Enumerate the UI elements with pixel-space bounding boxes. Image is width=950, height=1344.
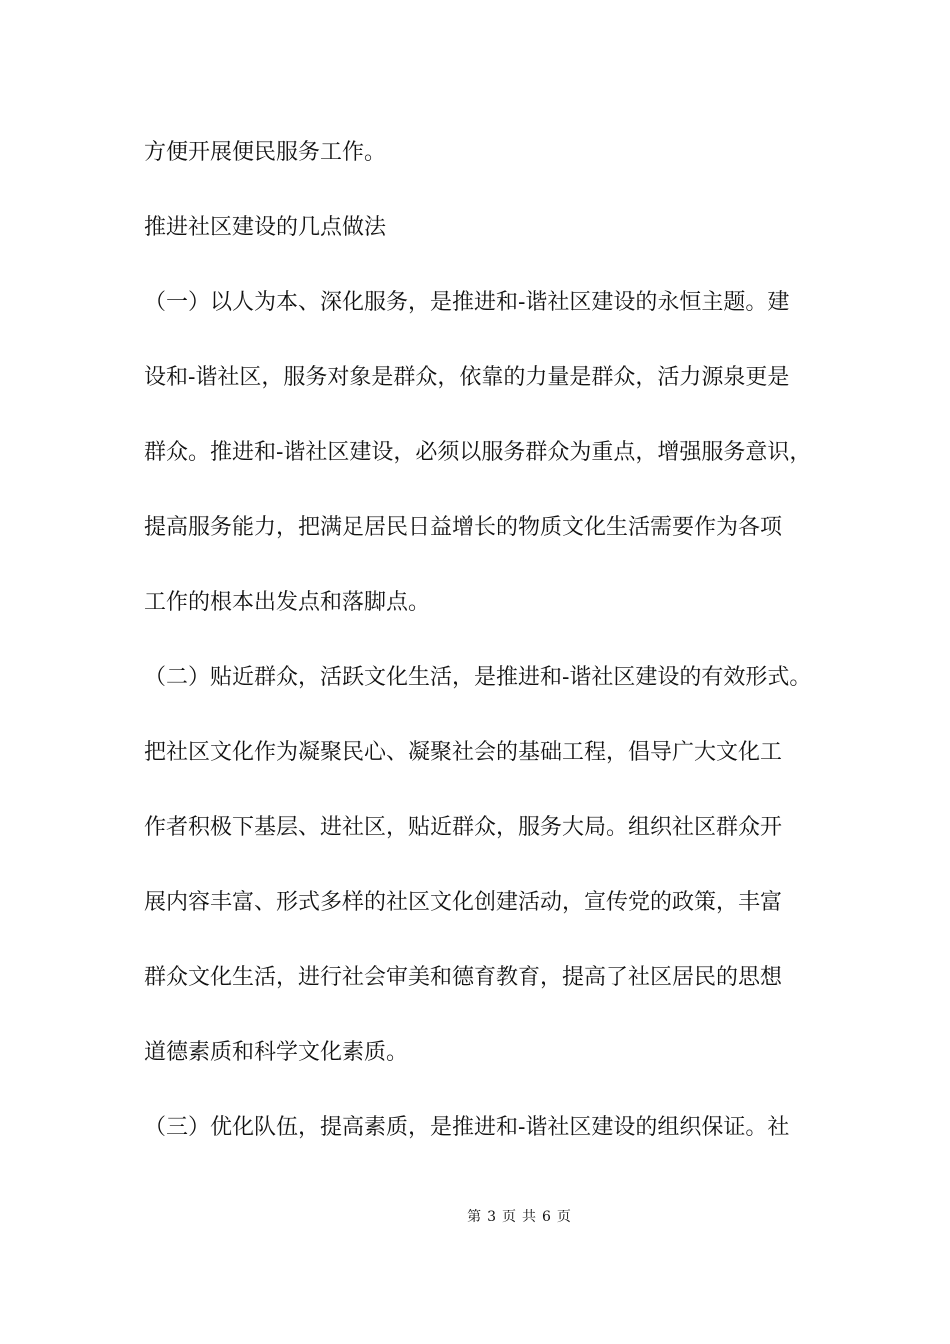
paragraph-line: 道德素质和科学文化素质。 [144,1040,409,1065]
paragraph-line: 工作的根本出发点和落脚点。 [144,590,431,615]
paragraph-line: （二）贴近群众，活跃文化生活，是推进和-谐社区建设的有效形式。 [144,665,812,690]
footer-suffix: 页 [556,1209,571,1225]
paragraph-line: 群众文化生活，进行社会审美和德育教育，提高了社区居民的思想 [144,965,783,990]
paragraph-line: （一）以人为本、深化服务，是推进和-谐社区建设的永恒主题。建 [144,290,790,315]
page-number-footer [0,1206,950,1226]
paragraph-line: 群众。推进和-谐社区建设，必须以服务群众为重点，增强服务意识， [144,440,812,465]
footer-current-page: 3 [487,1209,496,1225]
paragraph-line: 把社区文化作为凝聚民心、凝聚社会的基础工程，倡导广大文化工 [144,740,783,765]
paragraph-line: 方便开展便民服务工作。 [144,140,387,165]
section-heading: 推进社区建设的几点做法 [144,215,387,240]
paragraph-line: 作者积极下基层、进社区，贴近群众，服务大局。组织社区群众开 [144,815,783,840]
paragraph-line: 提高服务能力，把满足居民日益增长的物质文化生活需要作为各项 [144,515,783,540]
paragraph-line: 设和-谐社区，服务对象是群众，依靠的力量是群众，活力源泉更是 [144,365,790,390]
footer-page-word: 页 [502,1209,516,1225]
paragraph-line: （三）优化队伍，提高素质，是推进和-谐社区建设的组织保证。社 [144,1115,790,1140]
paragraph-line: 展内容丰富、形式多样的社区文化创建活动，宣传党的政策，丰富 [144,890,783,915]
footer-prefix: 第 [467,1209,482,1225]
footer-total-pages: 6 [542,1209,551,1225]
footer-total-word: 共 [522,1209,536,1225]
